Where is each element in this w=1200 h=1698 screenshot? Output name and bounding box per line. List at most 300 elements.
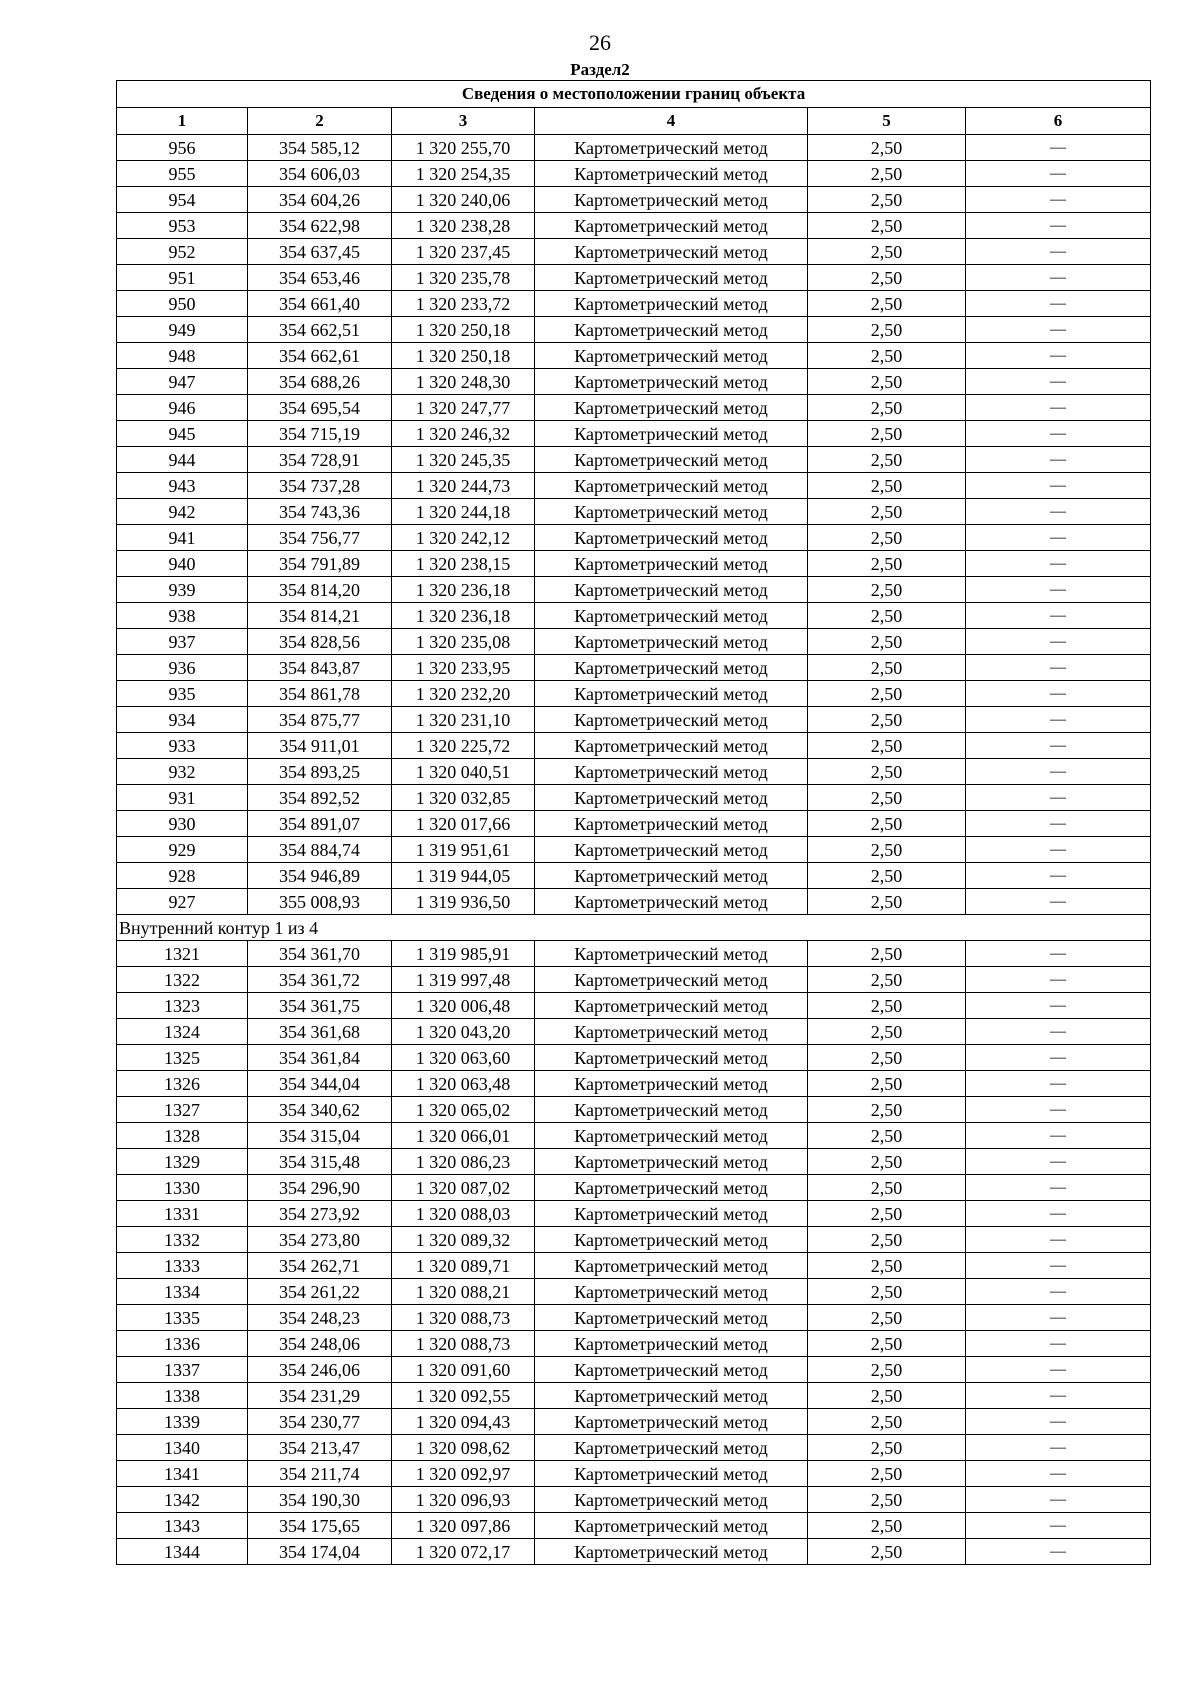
x-coordinate-cell: 354 361,70 [248,941,392,967]
note-cell: — [966,655,1151,681]
table-row [117,1305,1151,1331]
note-cell: — [966,837,1151,863]
accuracy-cell: 2,50 [808,681,966,707]
accuracy-cell: 2,50 [808,1331,966,1357]
y-coordinate-cell: 1 320 043,20 [392,1019,535,1045]
y-coordinate-cell: 1 319 951,61 [392,837,535,863]
method-cell: Картометрический метод [535,343,808,369]
method-cell: Картометрический метод [535,1487,808,1513]
method-cell: Картометрический метод [535,811,808,837]
accuracy-cell: 2,50 [808,317,966,343]
point-number-cell: 1335 [117,1305,248,1331]
x-coordinate-cell: 354 296,90 [248,1175,392,1201]
x-coordinate-cell: 354 892,52 [248,785,392,811]
accuracy-cell: 2,50 [808,1019,966,1045]
method-cell: Картометрический метод [535,1279,808,1305]
table-row [117,1539,1151,1565]
point-number-cell: 950 [117,291,248,317]
y-coordinate-cell: 1 320 246,32 [392,421,535,447]
table-row [117,551,1151,577]
method-cell: Картометрический метод [535,1123,808,1149]
note-cell: — [966,629,1151,655]
accuracy-cell: 2,50 [808,1097,966,1123]
method-cell: Картометрический метод [535,707,808,733]
table-row [117,1045,1151,1071]
method-cell: Картометрический метод [535,993,808,1019]
point-number-cell: 928 [117,863,248,889]
column-number: 4 [535,108,808,135]
y-coordinate-cell: 1 320 089,71 [392,1253,535,1279]
method-cell: Картометрический метод [535,239,808,265]
note-cell: — [966,369,1151,395]
point-number-cell: 947 [117,369,248,395]
point-number-cell: 1338 [117,1383,248,1409]
method-cell: Картометрический метод [535,603,808,629]
section-label: Раздел2 [570,60,630,79]
accuracy-cell: 2,50 [808,733,966,759]
column-number: 5 [808,108,966,135]
method-cell: Картометрический метод [535,1201,808,1227]
accuracy-cell: 2,50 [808,1539,966,1565]
point-number-cell: 941 [117,525,248,551]
accuracy-cell: 2,50 [808,265,966,291]
point-number-cell: 940 [117,551,248,577]
y-coordinate-cell: 1 320 232,20 [392,681,535,707]
x-coordinate-cell: 354 262,71 [248,1253,392,1279]
accuracy-cell: 2,50 [808,499,966,525]
accuracy-cell: 2,50 [808,213,966,239]
y-coordinate-cell: 1 320 247,77 [392,395,535,421]
x-coordinate-cell: 354 622,98 [248,213,392,239]
method-cell: Картометрический метод [535,1227,808,1253]
point-number-cell: 942 [117,499,248,525]
y-coordinate-cell: 1 320 094,43 [392,1409,535,1435]
accuracy-cell: 2,50 [808,1435,966,1461]
y-coordinate-cell: 1 320 235,78 [392,265,535,291]
method-cell: Картометрический метод [535,1175,808,1201]
note-cell: — [966,603,1151,629]
method-cell: Картометрический метод [535,1019,808,1045]
note-cell: — [966,239,1151,265]
accuracy-cell: 2,50 [808,1253,966,1279]
note-cell: — [966,1019,1151,1045]
x-coordinate-cell: 354 606,03 [248,161,392,187]
x-coordinate-cell: 354 737,28 [248,473,392,499]
point-number-cell: 936 [117,655,248,681]
x-coordinate-cell: 354 662,61 [248,343,392,369]
table-row [117,239,1151,265]
y-coordinate-cell: 1 320 250,18 [392,317,535,343]
y-coordinate-cell: 1 320 237,45 [392,239,535,265]
table-row [117,1357,1151,1383]
table-row [117,343,1151,369]
accuracy-cell: 2,50 [808,187,966,213]
method-cell: Картометрический метод [535,967,808,993]
note-cell: — [966,1539,1151,1565]
table-row [117,785,1151,811]
x-coordinate-cell: 354 662,51 [248,317,392,343]
x-coordinate-cell: 354 361,84 [248,1045,392,1071]
x-coordinate-cell: 354 190,30 [248,1487,392,1513]
x-coordinate-cell: 354 273,80 [248,1227,392,1253]
accuracy-cell: 2,50 [808,525,966,551]
accuracy-cell: 2,50 [808,1201,966,1227]
accuracy-cell: 2,50 [808,1383,966,1409]
note-cell: — [966,447,1151,473]
y-coordinate-cell: 1 320 235,08 [392,629,535,655]
column-number: 2 [248,108,392,135]
x-coordinate-cell: 354 248,23 [248,1305,392,1331]
note-cell: — [966,1435,1151,1461]
y-coordinate-cell: 1 320 088,21 [392,1279,535,1305]
y-coordinate-cell: 1 320 244,18 [392,499,535,525]
table-row [117,1461,1151,1487]
accuracy-cell: 2,50 [808,603,966,629]
note-cell: — [966,1331,1151,1357]
y-coordinate-cell: 1 320 017,66 [392,811,535,837]
point-number-cell: 1328 [117,1123,248,1149]
table-row [117,1279,1151,1305]
table-row [117,1019,1151,1045]
note-cell: — [966,1175,1151,1201]
y-coordinate-cell: 1 320 097,86 [392,1513,535,1539]
table-row [117,187,1151,213]
point-number-cell: 1333 [117,1253,248,1279]
y-coordinate-cell: 1 320 089,32 [392,1227,535,1253]
y-coordinate-cell: 1 320 098,62 [392,1435,535,1461]
table-row [117,837,1151,863]
accuracy-cell: 2,50 [808,1279,966,1305]
x-coordinate-cell: 354 273,92 [248,1201,392,1227]
accuracy-cell: 2,50 [808,1357,966,1383]
point-number-cell: 949 [117,317,248,343]
y-coordinate-cell: 1 320 096,93 [392,1487,535,1513]
table-row [117,655,1151,681]
accuracy-cell: 2,50 [808,811,966,837]
point-number-cell: 937 [117,629,248,655]
point-number-cell: 1343 [117,1513,248,1539]
x-coordinate-cell: 354 828,56 [248,629,392,655]
table-row [117,707,1151,733]
table-row [117,473,1151,499]
table-row [117,577,1151,603]
y-coordinate-cell: 1 320 072,17 [392,1539,535,1565]
method-cell: Картометрический метод [535,317,808,343]
y-coordinate-cell: 1 320 063,60 [392,1045,535,1071]
method-cell: Картометрический метод [535,1383,808,1409]
point-number-cell: 943 [117,473,248,499]
note-cell: — [966,1071,1151,1097]
accuracy-cell: 2,50 [808,967,966,993]
method-cell: Картометрический метод [535,1253,808,1279]
point-number-cell: 1321 [117,941,248,967]
y-coordinate-cell: 1 320 254,35 [392,161,535,187]
table-row [117,161,1151,187]
point-number-cell: 954 [117,187,248,213]
note-cell: — [966,265,1151,291]
x-coordinate-cell: 354 791,89 [248,551,392,577]
table-row [117,1409,1151,1435]
point-number-cell: 948 [117,343,248,369]
y-coordinate-cell: 1 320 238,28 [392,213,535,239]
note-cell: — [966,1045,1151,1071]
x-coordinate-cell: 354 843,87 [248,655,392,681]
note-cell: — [966,1513,1151,1539]
column-number: 6 [966,108,1151,135]
note-cell: — [966,1357,1151,1383]
note-cell: — [966,1253,1151,1279]
point-number-cell: 1327 [117,1097,248,1123]
x-coordinate-cell: 354 213,47 [248,1435,392,1461]
point-number-cell: 1322 [117,967,248,993]
table-row [117,421,1151,447]
x-coordinate-cell: 354 688,26 [248,369,392,395]
table-row [117,1071,1151,1097]
note-cell: — [966,707,1151,733]
accuracy-cell: 2,50 [808,395,966,421]
point-number-cell: 939 [117,577,248,603]
table-row [117,317,1151,343]
y-coordinate-cell: 1 320 248,30 [392,369,535,395]
x-coordinate-cell: 354 814,20 [248,577,392,603]
table-row [117,265,1151,291]
y-coordinate-cell: 1 320 063,48 [392,1071,535,1097]
table-row [117,499,1151,525]
y-coordinate-cell: 1 320 250,18 [392,343,535,369]
method-cell: Картометрический метод [535,1513,808,1539]
point-number-cell: 1341 [117,1461,248,1487]
y-coordinate-cell: 1 320 006,48 [392,993,535,1019]
y-coordinate-cell: 1 320 040,51 [392,759,535,785]
accuracy-cell: 2,50 [808,161,966,187]
method-cell: Картометрический метод [535,1357,808,1383]
note-cell: — [966,1123,1151,1149]
table-row [117,889,1151,915]
method-cell: Картометрический метод [535,499,808,525]
method-cell: Картометрический метод [535,551,808,577]
table-row [117,759,1151,785]
accuracy-cell: 2,50 [808,1149,966,1175]
point-number-cell: 929 [117,837,248,863]
y-coordinate-cell: 1 320 245,35 [392,447,535,473]
x-coordinate-cell: 354 946,89 [248,863,392,889]
note-cell: — [966,317,1151,343]
method-cell: Картометрический метод [535,941,808,967]
note-cell: — [966,1487,1151,1513]
x-coordinate-cell: 354 315,48 [248,1149,392,1175]
method-cell: Картометрический метод [535,629,808,655]
accuracy-cell: 2,50 [808,291,966,317]
accuracy-cell: 2,50 [808,239,966,265]
note-cell: — [966,759,1151,785]
x-coordinate-cell: 354 695,54 [248,395,392,421]
point-number-cell: 938 [117,603,248,629]
point-number-cell: 1340 [117,1435,248,1461]
accuracy-cell: 2,50 [808,1305,966,1331]
table-row [117,733,1151,759]
method-cell: Картометрический метод [535,889,808,915]
x-coordinate-cell: 354 261,22 [248,1279,392,1305]
accuracy-cell: 2,50 [808,135,966,161]
note-cell: — [966,421,1151,447]
table-row [117,1123,1151,1149]
point-number-cell: 1323 [117,993,248,1019]
method-cell: Картометрический метод [535,1305,808,1331]
note-cell: — [966,395,1151,421]
note-cell: — [966,785,1151,811]
table-row [117,967,1151,993]
point-number-cell: 1332 [117,1227,248,1253]
method-cell: Картометрический метод [535,655,808,681]
y-coordinate-cell: 1 320 092,55 [392,1383,535,1409]
table-row [117,1487,1151,1513]
point-number-cell: 951 [117,265,248,291]
y-coordinate-cell: 1 320 091,60 [392,1357,535,1383]
y-coordinate-cell: 1 320 240,06 [392,187,535,213]
method-cell: Картометрический метод [535,447,808,473]
table-row [117,291,1151,317]
point-number-cell: 1330 [117,1175,248,1201]
note-cell: — [966,187,1151,213]
note-cell: — [966,967,1151,993]
x-coordinate-cell: 354 653,46 [248,265,392,291]
accuracy-cell: 2,50 [808,1409,966,1435]
x-coordinate-cell: 354 661,40 [248,291,392,317]
x-coordinate-cell: 354 756,77 [248,525,392,551]
x-coordinate-cell: 354 315,04 [248,1123,392,1149]
point-number-cell: 1344 [117,1539,248,1565]
table-row [117,447,1151,473]
y-coordinate-cell: 1 319 997,48 [392,967,535,993]
table-row [117,213,1151,239]
accuracy-cell: 2,50 [808,551,966,577]
accuracy-cell: 2,50 [808,1487,966,1513]
method-cell: Картометрический метод [535,369,808,395]
method-cell: Картометрический метод [535,863,808,889]
table-row [117,629,1151,655]
note-cell: — [966,525,1151,551]
accuracy-cell: 2,50 [808,1461,966,1487]
note-cell: — [966,941,1151,967]
point-number-cell: 1339 [117,1409,248,1435]
method-cell: Картометрический метод [535,1461,808,1487]
point-number-cell: 952 [117,239,248,265]
method-cell: Картометрический метод [535,395,808,421]
y-coordinate-cell: 1 320 242,12 [392,525,535,551]
accuracy-cell: 2,50 [808,889,966,915]
table-row [117,1149,1151,1175]
x-coordinate-cell: 354 174,04 [248,1539,392,1565]
table-row [117,941,1151,967]
point-number-cell: 955 [117,161,248,187]
y-coordinate-cell: 1 320 088,73 [392,1331,535,1357]
x-coordinate-cell: 354 891,07 [248,811,392,837]
note-cell: — [966,135,1151,161]
method-cell: Картометрический метод [535,473,808,499]
table-body [117,81,1151,1565]
method-cell: Картометрический метод [535,161,808,187]
method-cell: Картометрический метод [535,1071,808,1097]
x-coordinate-cell: 354 814,21 [248,603,392,629]
accuracy-cell: 2,50 [808,447,966,473]
table-title: Сведения о местоположении границ объекта [117,81,1151,108]
method-cell: Картометрический метод [535,265,808,291]
note-cell: — [966,1383,1151,1409]
y-coordinate-cell: 1 320 032,85 [392,785,535,811]
method-cell: Картометрический метод [535,1331,808,1357]
method-cell: Картометрический метод [535,785,808,811]
point-number-cell: 953 [117,213,248,239]
y-coordinate-cell: 1 320 244,73 [392,473,535,499]
column-number-row [117,108,1151,135]
y-coordinate-cell: 1 320 233,72 [392,291,535,317]
method-cell: Картометрический метод [535,759,808,785]
table-row [117,135,1151,161]
y-coordinate-cell: 1 319 944,05 [392,863,535,889]
table-row [117,811,1151,837]
table-row [117,1097,1151,1123]
column-number: 1 [117,108,248,135]
method-cell: Картометрический метод [535,733,808,759]
x-coordinate-cell: 354 211,74 [248,1461,392,1487]
accuracy-cell: 2,50 [808,1045,966,1071]
method-cell: Картометрический метод [535,291,808,317]
point-number-cell: 1324 [117,1019,248,1045]
y-coordinate-cell: 1 320 236,18 [392,603,535,629]
x-coordinate-cell: 354 175,65 [248,1513,392,1539]
x-coordinate-cell: 354 884,74 [248,837,392,863]
table-row [117,1383,1151,1409]
x-coordinate-cell: 354 743,36 [248,499,392,525]
point-number-cell: 1325 [117,1045,248,1071]
note-cell: — [966,1279,1151,1305]
x-coordinate-cell: 354 248,06 [248,1331,392,1357]
y-coordinate-cell: 1 320 238,15 [392,551,535,577]
accuracy-cell: 2,50 [808,863,966,889]
x-coordinate-cell: 354 340,62 [248,1097,392,1123]
point-number-cell: 1342 [117,1487,248,1513]
accuracy-cell: 2,50 [808,473,966,499]
accuracy-cell: 2,50 [808,1175,966,1201]
method-cell: Картометрический метод [535,1539,808,1565]
note-cell: — [966,1201,1151,1227]
method-cell: Картометрический метод [535,213,808,239]
method-cell: Картометрический метод [535,135,808,161]
table-row [117,369,1151,395]
method-cell: Картометрический метод [535,837,808,863]
table-row [117,1227,1151,1253]
table-row [117,603,1151,629]
table-row [117,993,1151,1019]
contour-label-row [117,915,1151,941]
contour-label: Внутренний контур 1 из 4 [117,915,1151,941]
note-cell: — [966,733,1151,759]
note-cell: — [966,1461,1151,1487]
point-number-cell: 956 [117,135,248,161]
note-cell: — [966,811,1151,837]
accuracy-cell: 2,50 [808,655,966,681]
accuracy-cell: 2,50 [808,1123,966,1149]
accuracy-cell: 2,50 [808,577,966,603]
point-number-cell: 933 [117,733,248,759]
note-cell: — [966,1409,1151,1435]
note-cell: — [966,1097,1151,1123]
point-number-cell: 1336 [117,1331,248,1357]
note-cell: — [966,551,1151,577]
x-coordinate-cell: 354 231,29 [248,1383,392,1409]
method-cell: Картометрический метод [535,1097,808,1123]
y-coordinate-cell: 1 319 936,50 [392,889,535,915]
